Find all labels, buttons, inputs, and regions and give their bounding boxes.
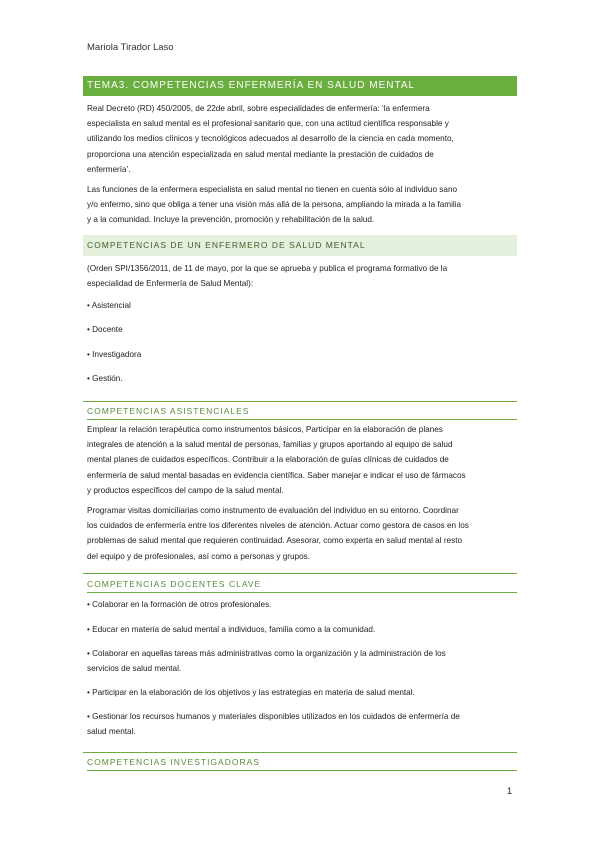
- text-line: utilizando los medios clínicos y tecnológicos adecuados al desarrollo de la ciencia en cada momento,: [87, 134, 454, 144]
- docentes-item: [87, 622, 515, 637]
- text-line: salud mental.: [87, 727, 136, 737]
- bullet-item: • Gestión.: [87, 374, 123, 383]
- text-line: Emplear la relación terapéutica como instrumentos básicos, Participar en la elaboración de planes: [87, 425, 443, 434]
- docentes-item: [87, 646, 515, 676]
- section-divider: [83, 401, 517, 402]
- heading-investigadoras: COMPETENCIAS INVESTIGADORAS: [87, 757, 517, 771]
- text-line: Real Decreto (RD) 450/2005, de 22de abril, sobre especialidades de enfermería: ‘la enfermera: [87, 104, 430, 113]
- text-line: y a la comunidad. Incluye la prevención, promoción y rehabilitación de la salud.: [87, 215, 375, 225]
- text-line: especialidad de Enfermería de Salud Mental):: [87, 279, 254, 289]
- text-line: enfermería’.: [87, 164, 131, 174]
- section-title: TEMA3. COMPETENCIAS ENFERMERÍA EN SALUD MENTAL: [87, 80, 416, 91]
- bullet-item: • Asistencial: [87, 301, 131, 310]
- docentes-item: [87, 685, 515, 700]
- text-line: mental planes de cuidados específicos. Contribuir a la elaboración de guías clínicas de cuidados de: [87, 455, 449, 465]
- section-title-bar: [83, 76, 517, 96]
- heading-docentes: COMPETENCIAS DOCENTES CLAVE: [87, 579, 517, 593]
- text-line: y productos específicos del campo de la salud mental.: [87, 485, 284, 495]
- text-line: (Orden SPI/1356/2011, de 11 de mayo, por la que se aprueba y publica el programa formativo de la: [87, 264, 448, 273]
- asistenciales-paragraph-1: [87, 422, 515, 498]
- docentes-item: [87, 597, 515, 612]
- text-line: proporciona una atención especializada en salud mental mediante la prestación de cuidados de: [87, 149, 434, 159]
- subsection-heading: COMPETENCIAS DE UN ENFERMERO DE SALUD MENTAL: [87, 240, 366, 250]
- text-line: problemas de salud mental que requieren continuidad. Asesorar, como experta en salud mental al resto: [87, 536, 463, 546]
- author-name: Mariola Tirador Laso: [87, 42, 174, 53]
- text-line: los cuidados de enfermería entre los diferentes niveles de atención. Actuar como gestora de casos en los: [87, 521, 469, 531]
- text-line: Las funciones de la enfermera especialista en salud mental no tienen en cuenta sólo al individuo sano: [87, 185, 458, 194]
- reference-paragraph: [87, 261, 515, 291]
- bullet-item: • Investigadora: [87, 350, 142, 359]
- text-line: • Educar en materia de salud mental a individuos, familia como a la comunidad.: [87, 625, 376, 634]
- asistenciales-paragraph-2: [87, 503, 515, 564]
- bullet-item: • Docente: [87, 325, 123, 334]
- subsection-bar: [83, 235, 517, 256]
- docentes-item: [87, 709, 515, 739]
- text-line: del equipo y de profesionales, así como a personas y grupos.: [87, 551, 311, 561]
- intro-paragraph-1: [87, 101, 515, 177]
- text-line: especialista en salud mental es el profesional sanitario que, con una actitud científica responsable y: [87, 119, 449, 129]
- text-line: • Gestionar los recursos humanos y materiales disponibles utilizados en los cuidados de enfermería de: [87, 712, 460, 721]
- text-line: Programar visitas domiciliarias como instrumento de evaluación del individuo en su entorno. Coordinar: [87, 506, 459, 515]
- intro-paragraph-2: [87, 182, 515, 228]
- text-line: • Participar en la elaboración de los objetivos y las estrategias en materia de salud mental.: [87, 688, 415, 697]
- page-number: 1: [507, 786, 513, 796]
- text-line: y/o enfermo, sino que obliga a tener una visión más allá de la persona, ampliando la mirada a la familia: [87, 200, 462, 210]
- text-line: enfermería de salud mental basadas en evidencia científica. Saber manejar e indicar el uso de fármacos: [87, 470, 466, 480]
- text-line: servicios de salud mental.: [87, 664, 182, 674]
- heading-asistenciales: COMPETENCIAS ASISTENCIALES: [87, 406, 517, 420]
- text-line: • Colaborar en la formación de otros profesionales.: [87, 600, 272, 609]
- text-line: integrales de atención a la salud mental de personas, familias y grupos aportando al equipo de salud: [87, 440, 453, 450]
- section-divider: [83, 752, 517, 753]
- text-line: • Colaborar en aquellas tareas más administrativas como la organización y la administración de los: [87, 649, 446, 658]
- section-divider: [83, 573, 517, 574]
